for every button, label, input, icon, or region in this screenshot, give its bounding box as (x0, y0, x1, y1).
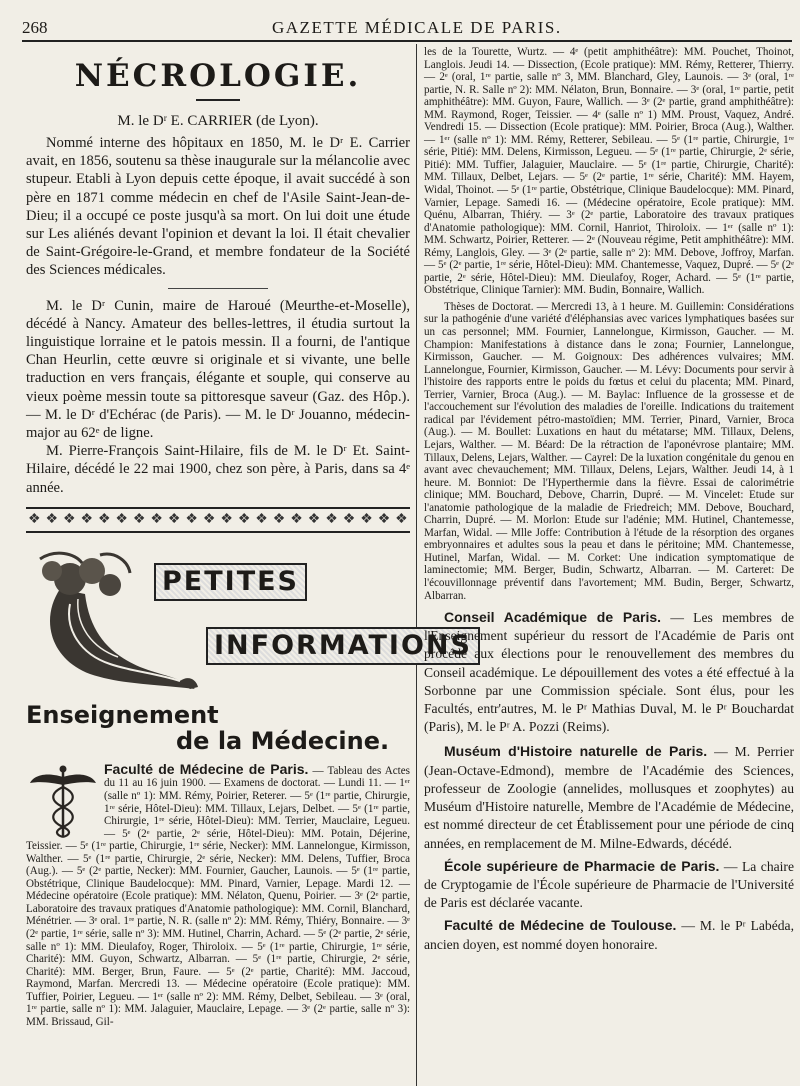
ornamental-border: ❖ ❖ ❖ ❖ ❖ ❖ ❖ ❖ ❖ ❖ ❖ ❖ ❖ ❖ ❖ ❖ ❖ ❖ ❖ ❖ ❖ ❖ (26, 507, 410, 533)
section-rule (168, 288, 268, 289)
toulouse-heading: Faculté de Médecine de Toulouse. (444, 917, 677, 934)
enseignement-title-line1: Enseignement (26, 700, 219, 729)
cunin-paragraph: M. le Dʳ Cunin, maire de Haroué (Meurthe-et-Moselle), décédé à Nancy. Amateur des belles-lettres, il étudia surtout la linguistique lorraine et le patois messin. Il a fourni, de l'antique Chan Heurlin, cette œuvre si originale et si vivante, une belle traduction en vers français, élégante et souple, qui conserve au vieux poème messin toute sa pittoresque saveur (Gaz. des Hôp.). — M. le Dʳ d'Echérac (de Paris). — M. le Dʳ Jouanno, médecin-major au 62ᵉ de ligne. (26, 297, 410, 442)
faculte-heading: Faculté de Médecine de Paris. (104, 760, 309, 777)
saint-hilaire-paragraph: M. Pierre-François Saint-Hilaire, fils de M. le Dʳ Et. Saint-Hilaire, décédé le 22 mai 1900, chez son père, à Paris, dans sa 4ᵉ année. (26, 443, 410, 496)
carrier-heading: M. le Dʳ E. CARRIER (de Lyon). (117, 113, 319, 129)
conseil-heading: Conseil Académique de Paris. (444, 609, 662, 626)
informations-word: INFORMATIONS (206, 627, 480, 665)
theses-paragraph: Thèses de Doctorat. — Mercredi 13, à 1 heure. M. Guillemin: Considérations sur la pathogénie d'une variété d'éléphansias avec varices lymphatiques basées sur un cas personnel; MM. Fournier, Lannelongue, Kirmisson, Gaucher. — M. Champion: Manifestations à distance dans le zona; Fournier, Lannelongue, Kirmisson, Gaucher. — M. Goignoux: Des adhérences vulvaires; MM. Lannelongue, Fournier, Kirmisson, Gaucher. — M. Lévy: Documents pour servir à l'histoire des rapports entre le poids du fœtus et celui du placenta; MM. Pinard, Terrier, Varnier, Broca (Aug.). — M. Baylac: Influence de la grossesse et de l'accouchement sur l'évolution des maladies de l'oreille. Indications du traitement radical par l'évidement pétro-mastoïdien; MM. Terrier, Pinard, Varnier, Broca (Aug.). — M. Boullet: Luxations en haut du métatarse; MM. Tillaux, Delens, Lejars, Walther. — M. Béard: De la rétraction de l'aponévrose plantaire; MM. Tillaux, Delens, Lejars, Walther. — Cayrel: De la luxation congénitale du genou en avant avec chevauchement; MM. Tillaux, Delens, Lejars, Walther. Jeudi 14, à 1 heure. M. Bonniot: De l'Hyperthermie dans la fièvre. Essai de calorimétrie clinique; MM. Bouchard, Debove, Charrin, Dupré. — M. Vincelet: Etude sur l'anatomie pathologique de la maladie de Friedreich; MM. Debove, Bouchard, Charrin, Dupré. — M. Morlon: Etude sur l'adénie; MM. Hutinel, Chantemesse, Marfan, Widal. — Mlle Joffe: Contribution à l'étude de la résorption des organes embryonnaires et adultes sous la peau et dans le péritoine; MM. Chantemesse, Hutinel, Marfan, Widal. — M. Corket: Une indication symptomatique de laminectomie; MM. Berger, Budin, Schwartz, Albarran. — M. Carteret: De l'écouvillonnage préventif dans l'avortement; MM. Budin, Berger, Schwartz, Albarran. (424, 300, 794, 602)
ecole-heading: École supérieure de Pharmacie de Paris. (444, 857, 720, 874)
page-number: 268 (22, 18, 48, 37)
faculte-paris-section (26, 760, 410, 1028)
page-header (22, 14, 792, 42)
title-rule (196, 99, 240, 101)
museum-heading: Muséum d'Histoire naturelle de Paris. (444, 743, 708, 760)
exam-schedule-continued: les de la Tourette, Wurtz. — 4ᵉ (petit amphithéâtre): MM. Pouchet, Thoinot, Langlois. Jeudi 14. — Dissection, (Ecole pratique): MM. Rémy, Retterer, Thierry. — 2ᵉ (oral, 1ʳᵉ partie, salle nº 3, MM. Blanchard, Gley, Launois. — 3ᵉ (oral, 1ʳᵉ partie, N. R. Salle nº 2): MM. Nélaton, Brun, Bonnaire. — 3ᵉ (oral, 1ʳᵉ partie, petit amphithéâtre): MM. Guyon, Faure, Wallich. — 3ᵉ (2ᵉ partie, grand amphithéâtre): MM. Raymond, Roger, Teissier. — 4ᵉ (salle nº 1) MM. Proust, Vaquez, André. Vendredi 15. — Dissection (Ecole pratique): MM. Poirier, Broca (Aug.), Walther. — 1ᵉʳ (salle nº 1): MM. Rémy, Retterer, Sebileau. — 5ᵉ (1ʳᵉ partie, Chirurgie, 1ʳᵉ série, Pitié): MM. Delens, Kirmisson, Legueu. — 5ᵉ (1ʳᵉ partie, Chirurgie, 2ᵉ série, Pitié): MM. Tuffier, Jalaguier, Mauclaire. — 5ᵉ (1ʳᵉ partie, Chirurgie, Charité): MM. Tillaux, Delbet, Lejars. — 5ᵉ (2ᵉ partie, 1ʳᵉ série, Charité): MM. Hayem, Widal, Thoinot. — 5ᵉ (1ʳᵉ partie, Obstétrique, Clinique Baudelocque): MM. Pinard, Varnier, Lepage. Samedi 16. — (Médecine opératoire, Ecole pratique): MM. Quénu, Albarran, Thiéry. — 3ᵉ (2ᵉ partie, Laboratoire des travaux pratiques d'Anatomie pathologique): MM. Cornil, Hanriot, Thiroloix. — 1ᵉʳ (salle nº 1): MM. Schwartz, Poirier, Retterer. — 2ᵉ (Nouveau régime, Petit amphithéâtre): MM. Rémy, Langlois, Gley. — 3ᵉ (2ᵉ partie, salle nº 2): MM. Debove, Joffroy, Marfan. — 5ᵉ (2ᵉ partie, 1ʳᵉ série, Hôtel-Dieu): MM. Chantemesse, Vaquez, Dupré. — 5ᵉ (2ᵉ partie, 2ᵉ série, Hôtel-Dieu): MM. Dieulafoy, Roger, Achard. — 5ᵉ (1ʳᵉ partie, Obstétrique, Clinique Tarnier): MM. Budin, Bonnaire, Wallich. (424, 46, 794, 297)
toulouse-text: — M. le Pʳ Labéda, ancien doyen, est nommé doyen honoraire. (424, 918, 794, 952)
column-divider (416, 44, 417, 1086)
petites-informations-banner (26, 539, 472, 699)
necrologie-title: NÉCROLOGIE. (74, 58, 362, 94)
conseil-text: — Les membres de l'Enseignement supérieur du ressort de l'Académie de Paris ont procédé aux élections pour le renouvellement des membres du Conseil académique. Le dépouillement des votes a été effectué à la Sorbonne par une Commission spéciale. Sont élus, pour les Facultés, entr'autres, M. le Pʳ Mathias Duval, M. le Pʳ Bouchardat (Paris), M. le Pʳ A. Pozzi (Reims). (424, 610, 794, 735)
left-column (26, 46, 472, 1082)
faculte-text: — Tableau des Actes du 11 au 16 juin 1900. — Examens de doctorat. — Lundi 11. — 1ᵉʳ (salle nº 1): MM. Rémy, Poirier, Reterer. — 5ᵉ (1ʳᵉ partie, Chirurgie, 1ʳᵉ série, Hôtel-Dieu): MM. Tillaux, Lejars, Delbet. — 5ᵉ (1ʳᵉ partie, Chirurgie, 1ʳᵉ série, Hôtel-Dieu): MM. Terrier, Mauclaire, Legueu. — 5ᵉ (2ᵉ partie, 2ᵉ série, Hôtel-Dieu): MM. Potain, Déjerine, Teissier. — 5ᵉ (1ʳᵉ partie, Chirurgie, 1ʳᵉ série, Necker): MM. Lannelongue, Kirmisson, Walther. — 5ᵉ (1ʳᵉ partie, Chirurgie, 2ᵉ série, Necker): MM. Delens, Tuffier, Broca (Aug.). — 5ᵉ (2ᵉ partie, Necker): MM. Fournier, Gaucher, Launois. — 5ᵉ (1ʳᵉ partie, Obstétrique, Clinique Baudelocque): MM. Pinard, Varnier, Lepage. Mardi 12. — Médecine opératoire (Ecole pratique): MM. Nélaton, Quenu, Poirier. — 3ᵉ (2ᵉ partie, Laboratoire des travaux pratiques d'Anatomie pathologique): MM. Cornil, Blanchard, Ménétrier. — 3ᵉ oral. 1ʳᵉ partie, N. R. (salle nº 2): MM. Rémy, Thiéry, Bonnaire. — 3ᵉ (2ᵉ partie, 1ʳᵉ série, salle nº 3): MM. Hutinel, Charrin, Achard. — 5ᵉ (2ᵉ partie, 2ᵉ série, salle nº 1): MM. Dieulafoy, Roger, Thiroloix. — 5ᵉ (1ʳᵉ partie, Chirurgie, 1ʳᵉ série, Charité): MM. Guyon, Schwartz, Albarran. — 5ᵉ (1ʳᵉ partie, Chirurgie, 2ᵉ série, Charité): MM. Berger, Brun, Faure. — 5ᵉ (2ᵉ partie, Charité): MM. Jaccoud, Raymond, Marfan. Mercredi 13. — Médecine opératoire (Ecole pratique): MM. Tuffier, Poirier, Legueu. — 1ᵉʳ (salle nº 2): MM. Rémy, Delbet, Sebileau. — 3ᵉ (oral, 1ʳᵉ partie, salle nº 1): MM. Jalaguier, Mauclaire, Lepage. — 3ᵉ (2ᵉ partie, salle nº 3): MM. Brissaud, Gil- (26, 764, 410, 1028)
right-column (424, 46, 794, 1082)
ecole-text: — La chaire de Cryptogamie de l'École supérieure de Pharmacie de l'Université de Paris est déclarée vacante. (424, 858, 794, 911)
caduceus-icon (28, 763, 98, 839)
enseignement-title-line2: de la Médecine. (176, 726, 390, 755)
carrier-paragraph: Nommé interne des hôpitaux en 1850, M. le Dʳ E. Carrier avait, en 1856, soutenu sa thèse inaugurale sur la mélancolie avec stupeur. Etabli à Lyon depuis cette époque, il avait succédé à son père en 1871 comme médecin en chef de l'Asile Saint-Jean-de-Dieu; il a occupé ce poste jusqu'à sa mort. On lui doit une étude sur Les aliénés devant l'opinion et devant la loi. Il était chevalier de Saint-Grégoire-le-Grand, et membre fondateur de la Société des Sciences médicales. (26, 135, 410, 279)
journal-title: GAZETTE MÉDICALE DE PARIS. (272, 18, 562, 37)
petites-word: PETITES (154, 563, 307, 601)
museum-text: — M. Perrier (Jean-Octave-Edmond), membre de l'Académie des Sciences, professeur de Zoologie (annelides, mollusques et zoophytes) au Muséum d'Histoire naturelle, Membre de l'Académie de Médecine, est nommé directeur de cet Établissement pour une période de cinq années, en remplacement de M. Milne-Edwards, décédé. (424, 744, 794, 851)
